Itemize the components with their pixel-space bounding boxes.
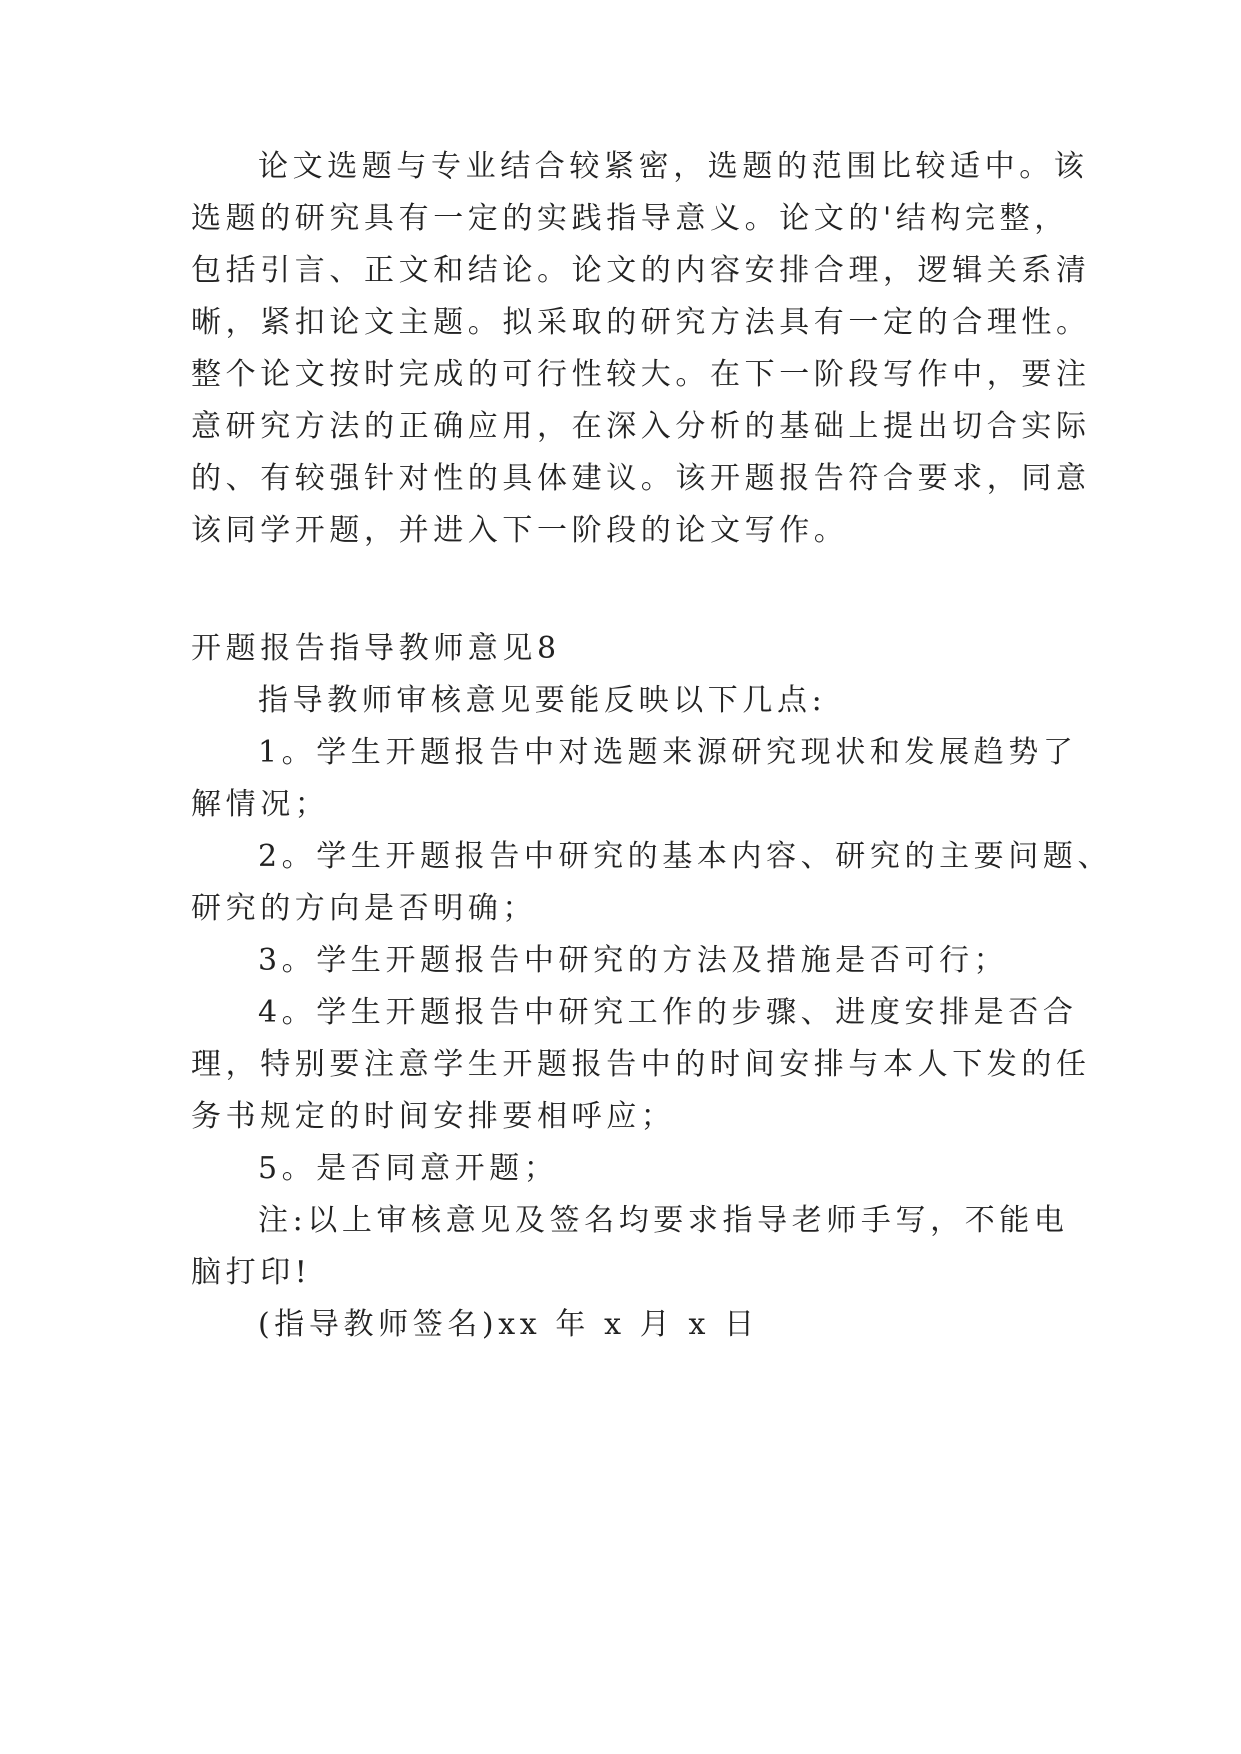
list-item-5: 5。是否同意开题；	[258, 1151, 559, 1186]
list-item-2: 2。学生开题报告中研究的基本内容、研究的主要问题、	[258, 839, 1113, 874]
paragraph-1-line: 该同学开题，并进入下一阶段的论文写作。	[191, 513, 849, 548]
note-text-continued: 脑打印!	[191, 1255, 312, 1290]
list-item-4-continued: 务书规定的时间安排要相呼应；	[191, 1099, 676, 1134]
paragraph-1-line: 意研究方法的正确应用，在深入分析的基础上提出切合实际	[191, 409, 1091, 444]
list-item-4-continued: 理，特别要注意学生开题报告中的时间安排与本人下发的任	[191, 1047, 1091, 1082]
signature-line: (指导教师签名)xx 年 x 月 x 日	[258, 1307, 759, 1342]
list-item-1-continued: 解情况；	[191, 787, 330, 822]
list-item-3: 3。学生开题报告中研究的方法及措施是否可行；	[258, 943, 1009, 978]
paragraph-1-line: 选题的研究具有一定的实践指导意义。论文的'结构完整，	[191, 201, 1069, 236]
list-item-1: 1。学生开题报告中对选题来源研究现状和发展趋势了	[258, 735, 1078, 770]
intro-text: 指导教师审核意见要能反映以下几点:	[258, 683, 827, 718]
paragraph-1-line: 论文选题与专业结合较紧密，选题的范围比较适中。该	[258, 149, 1089, 184]
paragraph-1-line: 的、有较强针对性的具体建议。该开题报告符合要求，同意	[191, 461, 1091, 496]
list-item-2-continued: 研究的方向是否明确；	[191, 891, 537, 926]
paragraph-1-line: 整个论文按时完成的可行性较大。在下一阶段写作中，要注	[191, 357, 1091, 392]
list-item-4: 4。学生开题报告中研究工作的步骤、进度安排是否合	[258, 995, 1078, 1030]
paragraph-1-line: 晰，紧扣论文主题。拟采取的研究方法具有一定的合理性。	[191, 305, 1091, 340]
note-text: 注:以上审核意见及签名均要求指导老师手写，不能电	[258, 1203, 1069, 1238]
section-heading: 开题报告指导教师意见8	[191, 631, 561, 666]
paragraph-1-line: 包括引言、正文和结论。论文的内容安排合理，逻辑关系清	[191, 253, 1091, 288]
